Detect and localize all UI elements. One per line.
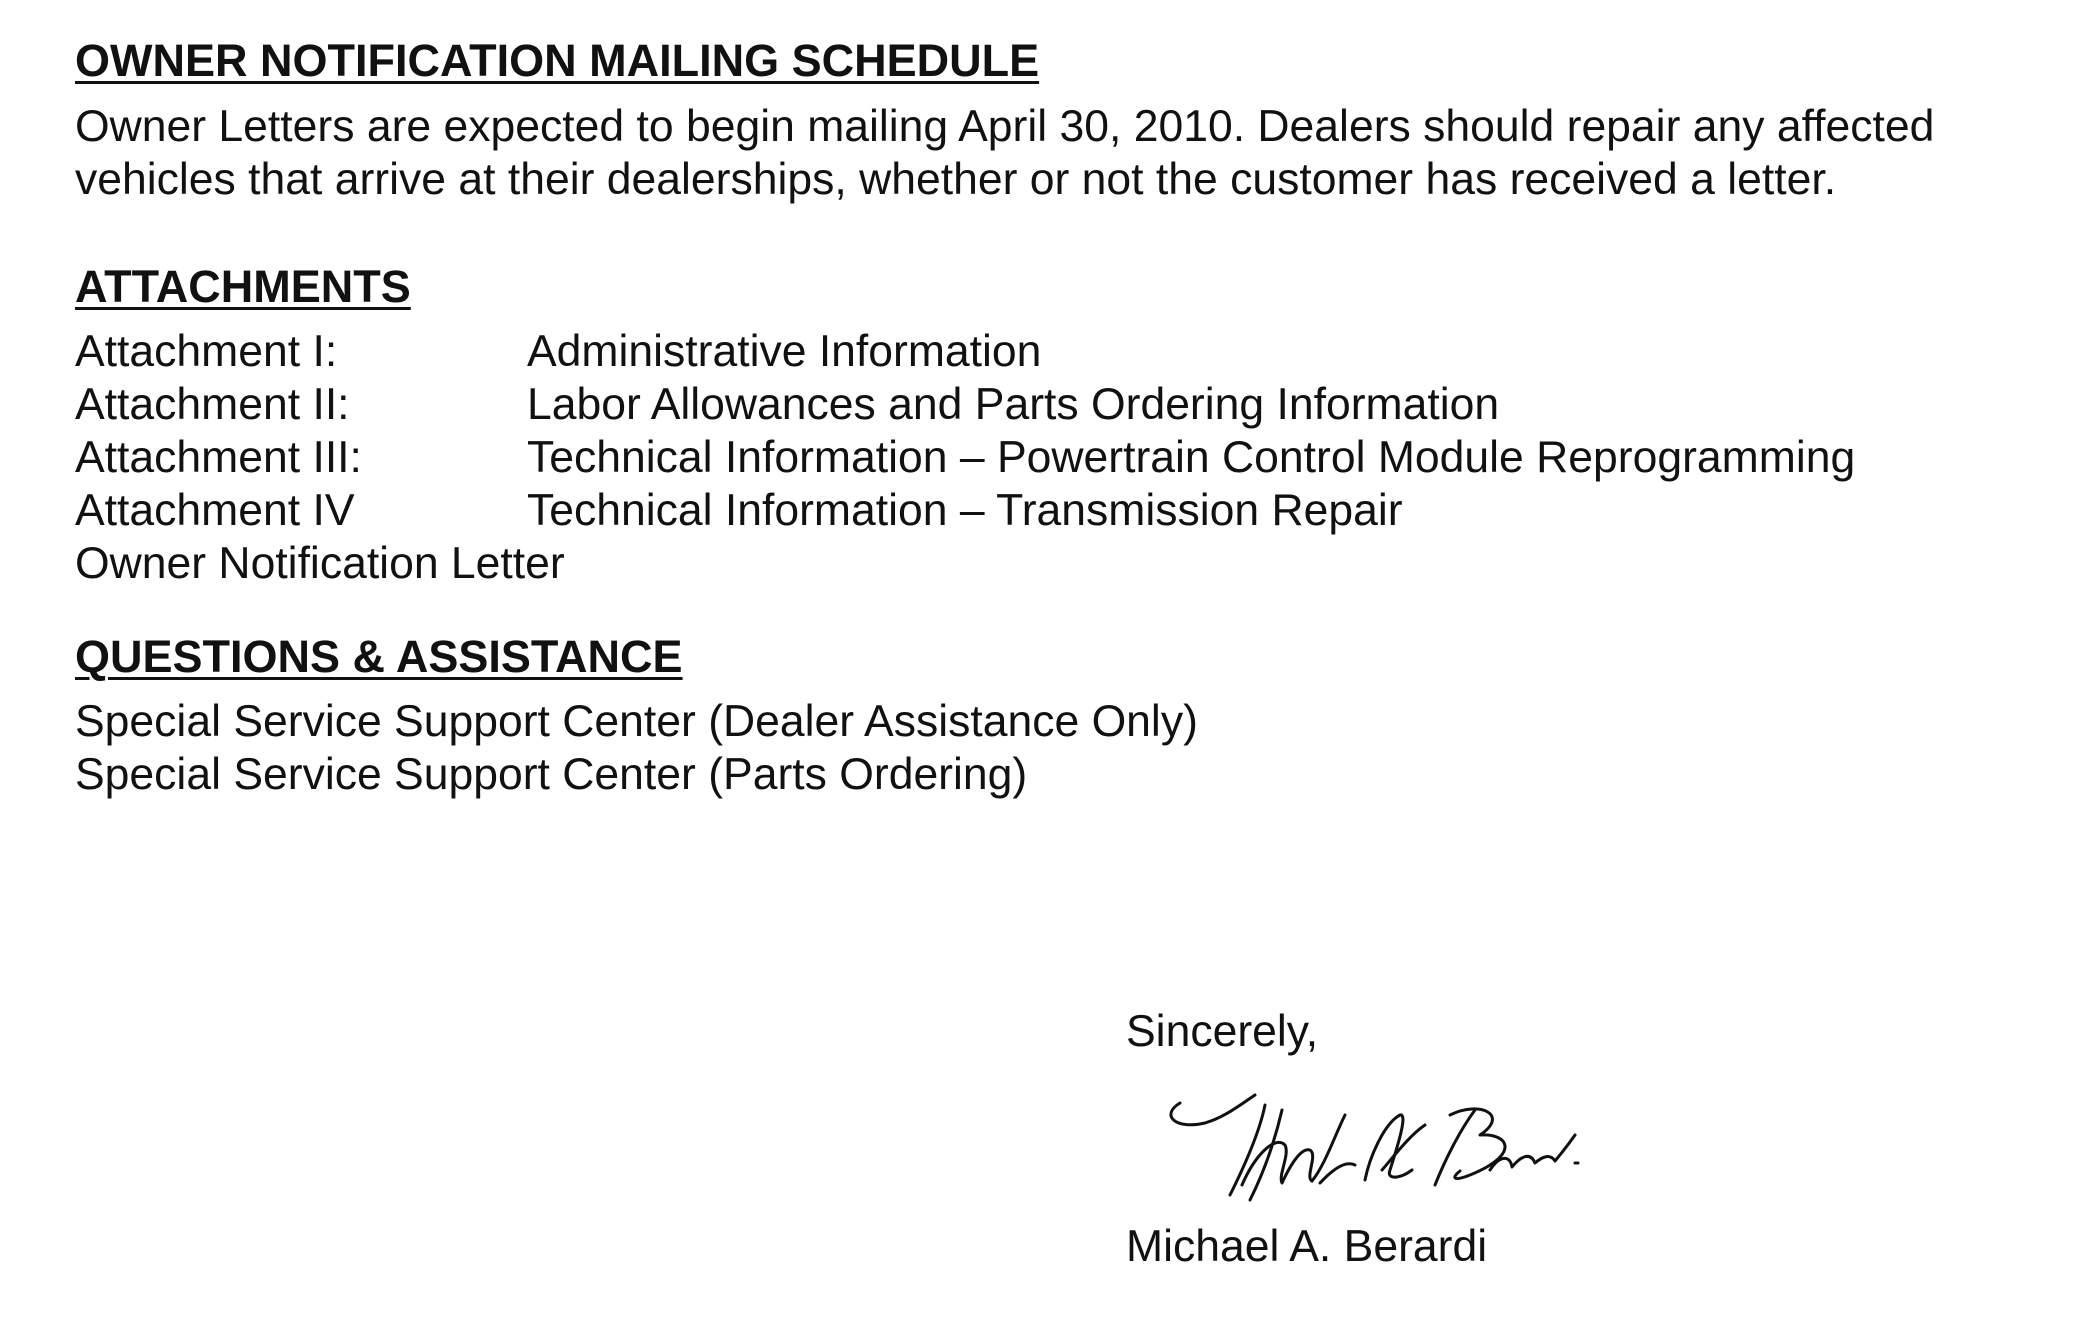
salutation: Sincerely, — [1126, 1007, 1319, 1056]
attachment-label: Attachment II: — [75, 380, 350, 429]
attachments-heading: ATTACHMENTS — [75, 261, 411, 312]
support-center-parts-line: Special Service Support Center (Parts Ordering) — [75, 750, 1028, 799]
attachment-description: Technical Information – Transmission Repair — [527, 486, 1403, 535]
attachment-label: Attachment III: — [75, 433, 362, 482]
attachment-label: Attachment I: — [75, 327, 338, 376]
attachment-description: Labor Allowances and Parts Ordering Information — [527, 380, 1500, 429]
owner-notification-letter: Owner Notification Letter — [75, 539, 565, 588]
mailing-schedule-heading: OWNER NOTIFICATION MAILING SCHEDULE — [75, 35, 1040, 86]
signature-image — [1150, 1075, 1610, 1225]
attachment-label: Attachment IV — [75, 486, 355, 535]
mailing-schedule-body: Owner Letters are expected to begin mailing April 30, 2010. Dealers should repair any affected vehicles that arrive at their dealerships, whether or not the customer has received a letter. — [75, 102, 1935, 204]
support-center-dealer-line: Special Service Support Center (Dealer Assistance Only) — [75, 697, 1198, 746]
questions-heading: QUESTIONS & ASSISTANCE — [75, 631, 683, 682]
attachment-description: Administrative Information — [527, 327, 1042, 376]
attachment-description: Technical Information – Powertrain Control Module Reprogramming — [527, 433, 1856, 482]
signatory-name: Michael A. Berardi — [1126, 1222, 1488, 1271]
